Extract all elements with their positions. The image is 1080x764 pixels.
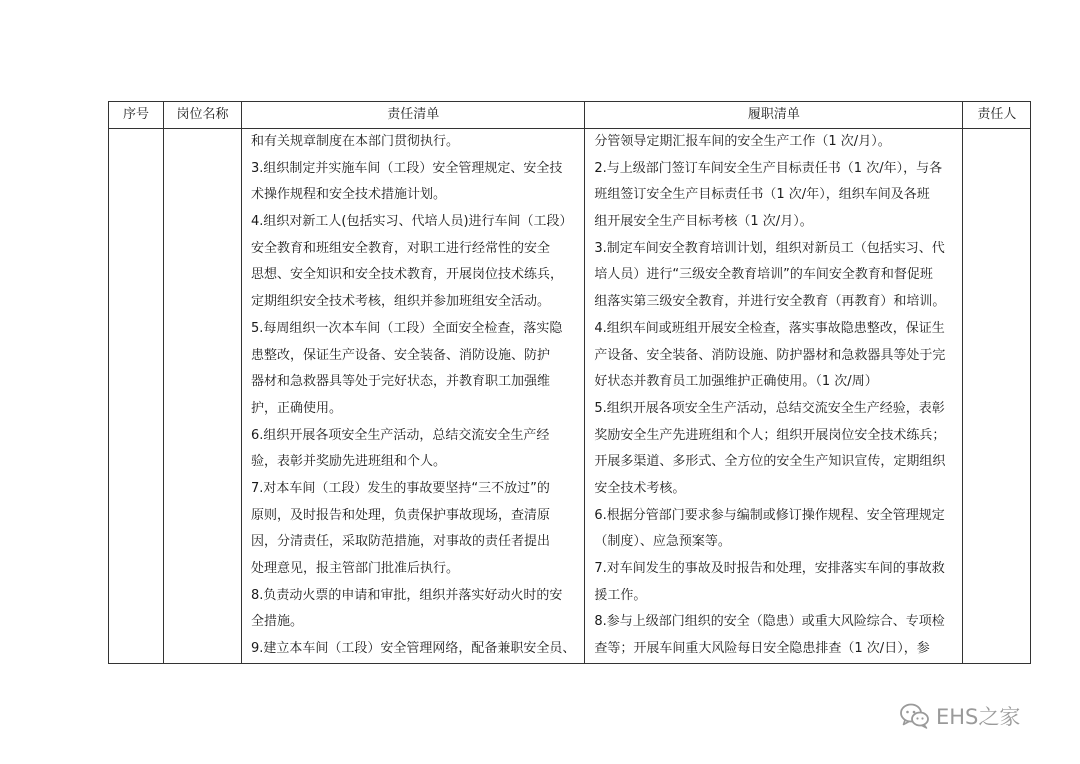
responsibility-line: 定期组织安全技术考核，组织并参加班组安全活动。: [251, 294, 551, 310]
responsibility-line: 原则，及时报告和处理，负责保护事故现场，查清原: [251, 507, 551, 523]
performance-line: （制度）、应急预案等。: [594, 534, 731, 550]
performance-line: 产设备、安全装备、消防设施、防护器材和急救器具等处于完: [594, 347, 946, 363]
performance-line: 8.参与上级部门组织的安全（隐患）或重大风险综合、专项检: [594, 614, 945, 630]
performance-line: 培人员）进行“三级安全教育培训”的车间安全教育和督促班: [594, 267, 933, 283]
performance-line: 6.根据分管部门要求参与编制或修订操作规程、安全管理规定: [594, 507, 945, 523]
performance-line: 查等；开展车间重大风险每日安全隐患排查（1 次/日），参: [594, 641, 930, 657]
watermark: [900, 701, 1020, 731]
responsibility-line: 7.对本车间（工段）发生的事故要坚持“三不放过”的: [251, 480, 550, 496]
performance-line: 组开展安全生产目标考核（1 次/月）。: [594, 214, 813, 230]
performance-line: 3.制定车间安全教育培训计划，组织对新员工（包括实习、代: [594, 240, 945, 256]
responsibility-line: 验，表彰并奖励先进班组和个人。: [251, 454, 447, 470]
responsibility-line: 器材和急救器具等处于完好状态，并教育职工加强维: [251, 374, 551, 390]
responsibility-table: [108, 101, 1031, 664]
performance-line: 班组签订安全生产目标责任书（1 次/年），组织车间及各班: [594, 187, 930, 203]
wechat-icon: [900, 703, 930, 729]
header-responsibility: 责任清单: [242, 102, 585, 129]
cell-index: [109, 129, 164, 664]
table-header-row: [109, 102, 1031, 129]
performance-line: 7.对车间发生的事故及时报告和处理，安排落实车间的事故救: [594, 561, 945, 576]
performance-line: 安全技术考核。: [594, 480, 686, 496]
header-index: 序号: [109, 102, 164, 129]
performance-line: 5.组织开展各项安全生产活动，总结交流安全生产经验，表彰: [594, 400, 945, 416]
header-position: 岗位名称: [164, 102, 242, 129]
responsibility-line: 因，分清责任，采取防范措施，对事故的责任者提出: [251, 534, 551, 550]
responsibility-line: 安全教育和班组安全教育，对职工进行经常性的安全: [251, 240, 551, 256]
responsibility-line: 护，正确使用。: [251, 400, 343, 416]
performance-line: 4.组织车间或班组开展安全检查，落实事故隐患整改，保证生: [594, 320, 945, 336]
watermark-text: EHS之家: [936, 705, 1021, 729]
performance-line: 组落实第三级安全教育，并进行安全教育（再教育）和培训。: [594, 294, 946, 310]
cell-responsibility-list: [242, 129, 585, 664]
responsibility-line: 8.负责动火票的申请和审批，组织并落实好动火时的安: [251, 587, 563, 603]
responsibility-line: 全措施。: [251, 614, 304, 630]
performance-line: 开展多渠道、多形式、全方位的安全生产知识宣传，定期组织: [594, 454, 946, 470]
responsibility-line: 处理意见，报主管部门批准后执行。: [251, 561, 460, 576]
responsibility-line: 3.组织制定并实施车间（工段）安全管理规定、安全技: [251, 160, 563, 176]
cell-responsible-person: [963, 129, 1031, 664]
responsibility-line: 和有关规章制度在本部门贯彻执行。: [251, 134, 460, 149]
cell-position: [164, 129, 242, 664]
responsibility-line: 5.每周组织一次本车间（工段）全面安全检查，落实隐: [251, 320, 563, 336]
responsibility-line: 患整改，保证生产设备、安全装备、消防设施、防护: [251, 347, 551, 363]
performance-line: 好状态并教育员工加强维护正确使用。（1 次/周）: [594, 374, 878, 390]
header-performance: 履职清单: [585, 102, 963, 129]
performance-line: 援工作。: [594, 587, 647, 603]
responsibility-line: 4.组织对新工人(包括实习、代培人员)进行车间（工段）: [251, 214, 573, 230]
performance-line: 奖励安全生产先进班组和个人；组织开展岗位安全技术练兵；: [594, 427, 946, 443]
responsibility-line: 6.组织开展各项安全生产活动，总结交流安全生产经: [251, 427, 550, 443]
cell-performance-list: [585, 129, 963, 664]
responsibility-line: 9.建立本车间（工段）安全管理网络，配备兼职安全员、: [251, 641, 576, 657]
performance-line: 分管领导定期汇报车间的安全生产工作（1 次/月）。: [594, 134, 891, 149]
header-responsible-person: 责任人: [963, 102, 1031, 129]
table-row: [109, 129, 1031, 664]
responsibility-line: 思想、安全知识和安全技术教育，开展岗位技术练兵，: [251, 267, 564, 283]
performance-line: 2.与上级部门签订车间安全生产目标责任书（1 次/年），与各: [594, 160, 943, 176]
responsibility-line: 术操作规程和安全技术措施计划。: [251, 187, 447, 203]
